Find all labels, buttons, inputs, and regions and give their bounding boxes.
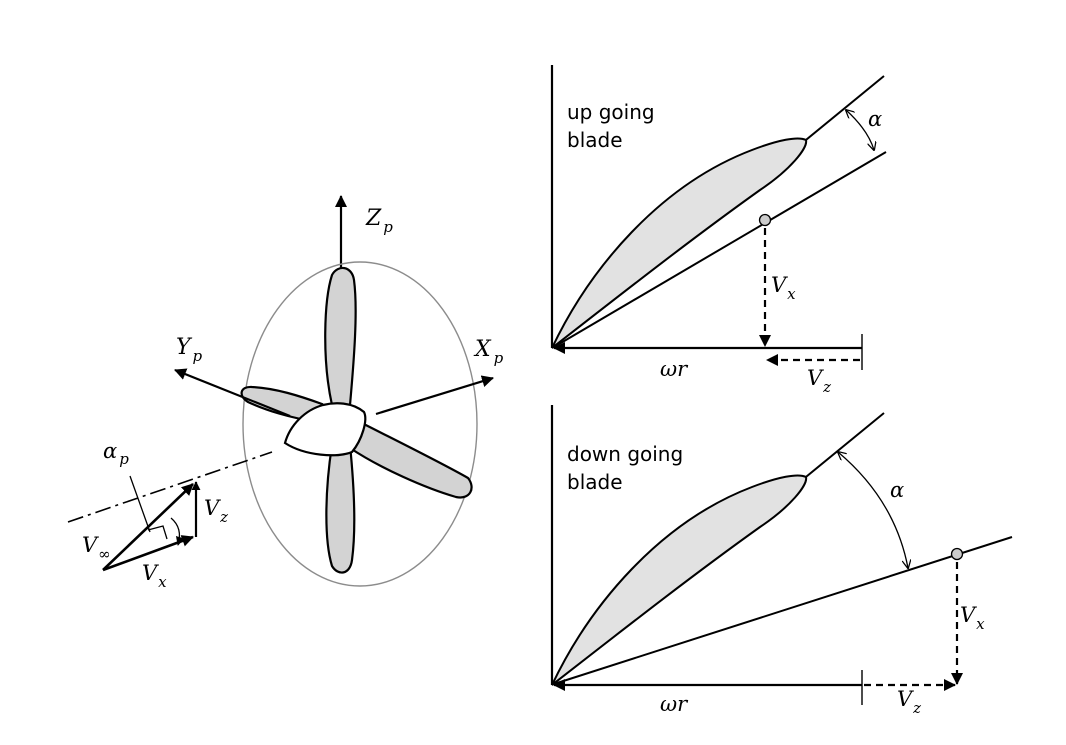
down-omega-r-label: ωr bbox=[660, 692, 688, 716]
up-point-marker bbox=[760, 215, 771, 226]
flow-axis-line bbox=[68, 452, 272, 522]
label-v-x-left: $V_x$ bbox=[142, 561, 167, 591]
label-z-axis: Z $_p$ bbox=[366, 206, 393, 236]
right-angle-mark bbox=[148, 526, 167, 539]
alpha-p-pointer bbox=[130, 476, 150, 532]
down-point-marker bbox=[952, 549, 963, 560]
label-v-inf: $V_\infty$ bbox=[82, 533, 111, 563]
label-x-axis: X $_p$ bbox=[475, 337, 504, 367]
up-alpha-label: α bbox=[868, 107, 883, 131]
up-blade-title-2: blade bbox=[567, 128, 623, 152]
up-v-z-label: $V_z$ bbox=[807, 366, 832, 396]
down-blade-title-1: down going bbox=[567, 442, 684, 466]
alpha-p-arc bbox=[171, 518, 179, 545]
label-v-z-left: $V_z$ bbox=[204, 496, 229, 526]
label-alpha-p: α $_p$ bbox=[103, 439, 129, 468]
blade-right bbox=[350, 418, 472, 497]
down-v-x-label: $V_x$ bbox=[960, 603, 985, 633]
blade-top bbox=[325, 268, 355, 405]
blade-bottom bbox=[326, 445, 354, 573]
down-v-z-label: $V_z$ bbox=[897, 687, 922, 717]
down-blade-title-2: blade bbox=[567, 470, 623, 494]
up-omega-r-label: ωr bbox=[660, 357, 688, 381]
down-alpha-arc bbox=[838, 452, 908, 568]
label-y-axis: Y $_p$ bbox=[176, 335, 203, 365]
up-blade-title-1: up going bbox=[567, 100, 655, 124]
down-airfoil bbox=[552, 475, 806, 685]
up-v-x-label: $V_x$ bbox=[771, 273, 796, 303]
up-airfoil bbox=[552, 138, 806, 348]
down-alpha-label: α bbox=[890, 478, 905, 502]
propeller-group bbox=[68, 196, 493, 586]
